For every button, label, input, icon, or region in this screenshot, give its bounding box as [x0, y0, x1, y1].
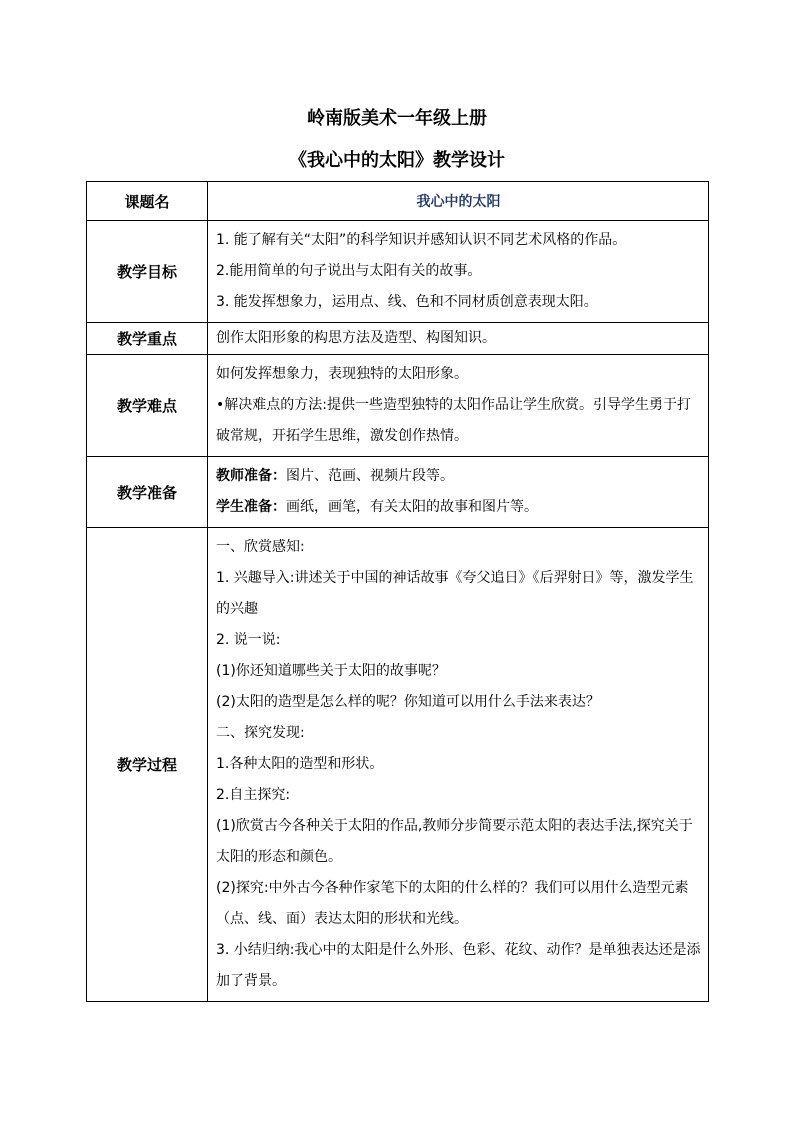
row-label-focus: 教学重点 [87, 323, 208, 355]
difficulty-method: •解决难点的方法:提供一些造型独特的太阳作品让学生欣赏。引导学生勇于打破常规，开拓学生思维，激发创作热情。 [216, 397, 691, 444]
process-item: 2. 说一说: [216, 632, 281, 648]
table-row-focus [87, 323, 709, 355]
process-item: 2.自主探究: [216, 787, 291, 803]
table-row-process [87, 528, 709, 1002]
teacher-prep-label: 教师准备： [216, 468, 286, 484]
difficulty-content [208, 355, 709, 457]
focus-text: 创作太阳形象的构思方法及造型、构图知识。 [216, 330, 496, 346]
process-item: 3. 小结归纳:我心中的太阳是什么外形、色彩、花纹、动作？是单独表达还是添加了背景。 [216, 942, 701, 989]
difficulty-text: 如何发挥想象力，表现独特的太阳形象。 [216, 366, 468, 382]
prep-content [208, 457, 709, 528]
focus-content [208, 323, 709, 355]
process-item: (2)太阳的造型是怎么样的呢？你知道可以用什么手法来表达？ [216, 694, 600, 710]
process-item: 一、欣赏感知: [216, 539, 305, 555]
goals-content [208, 221, 709, 323]
table-row-difficulty [87, 355, 709, 457]
row-label-difficulty: 教学难点 [87, 355, 208, 457]
topic-value: 我心中的太阳 [208, 182, 709, 221]
row-label-prep: 教学准备 [87, 457, 208, 528]
process-content [208, 528, 709, 1002]
document-subtitle: 《我心中的太阳》教学设计 [289, 150, 505, 171]
table-row-topic [87, 182, 709, 221]
teacher-prep-text: 图片、范画、视频片段等。 [286, 468, 454, 484]
process-item: 1. 兴趣导入:讲述关于中国的神话故事《夸父追日》《后羿射日》等，激发学生的兴趣 [216, 570, 694, 617]
process-item: (1)欣赏古今各种关于太阳的作品,教师分步简要示范太阳的表达手法,探究关于太阳的形态和颜色。 [216, 818, 693, 865]
row-label-goals: 教学目标 [87, 221, 208, 323]
process-item: (2)探究:中外古今各种作家笔下的太阳的什么样的？我们可以用什么造型元素（点、线、面）表达太阳的形状和光线。 [216, 880, 689, 927]
lesson-plan-table [86, 181, 709, 1002]
table-row-prep [87, 457, 709, 528]
row-label-process: 教学过程 [87, 528, 208, 1002]
process-item: 二、探究发现: [216, 725, 305, 741]
goal-item: 1. 能了解有关“太阳”的科学知识并感知认识不同艺术风格的作品。 [216, 232, 627, 248]
teacher-prep [216, 461, 701, 492]
table-row-goals [87, 221, 709, 323]
process-item: (1)你还知道哪些关于太阳的故事呢？ [216, 663, 446, 679]
student-prep [216, 492, 701, 523]
student-prep-label: 学生准备： [216, 499, 286, 515]
process-item: 1.各种太阳的造型和形状。 [216, 756, 384, 772]
goal-item: 2.能用简单的句子说出与太阳有关的故事。 [216, 263, 482, 279]
document-title: 岭南版美术一年级上册 [307, 108, 487, 129]
goal-item: 3. 能发挥想象力，运用点、线、色和不同材质创意表现太阳。 [216, 294, 598, 310]
student-prep-text: 画纸，画笔，有关太阳的故事和图片等。 [286, 499, 538, 515]
row-label-topic: 课题名 [87, 182, 208, 221]
